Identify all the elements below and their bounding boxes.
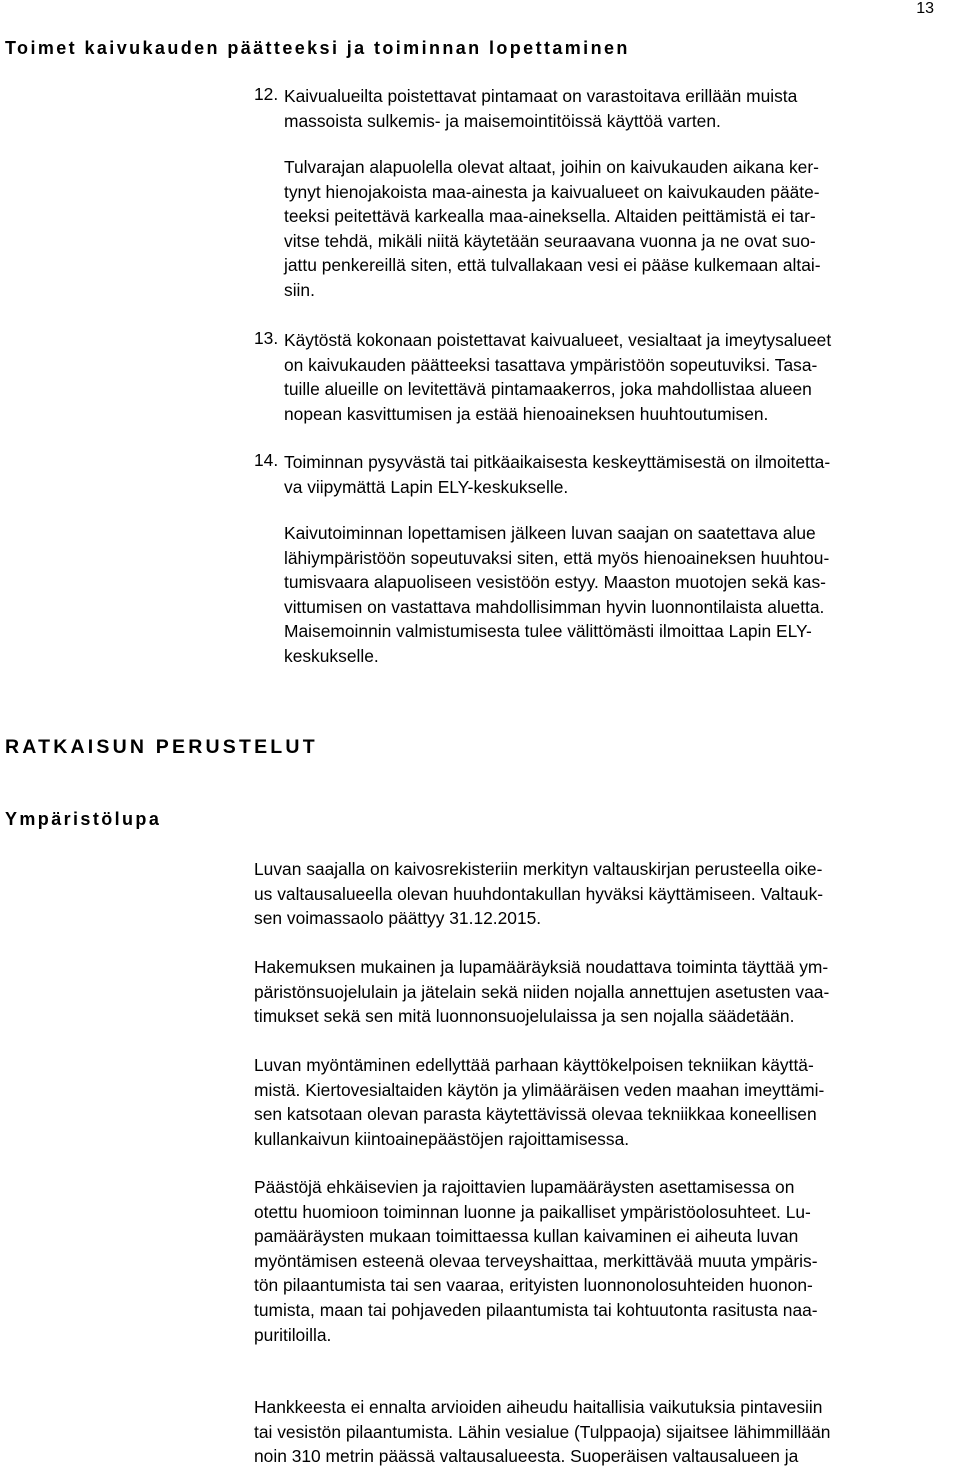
text-line: vittumisen on vastattava mahdollisimman hyvin luonnontilaista aluetta. xyxy=(284,596,825,617)
text-line: tön pilaantumista tai sen vaaraa, erityisten luonnonolosuhteiden huonon- xyxy=(254,1275,813,1296)
item-text xyxy=(284,328,957,426)
paragraph xyxy=(254,857,957,931)
text-line: jattu penkereillä siten, että tulvallakaan vesi ei pääse kulkemaan altai- xyxy=(284,255,821,276)
text-line: tynyt hienojakoista maa-ainesta ja kaivualueet on kaivukauden pääte- xyxy=(284,181,820,202)
text-line: Toiminnan pysyvästä tai pitkäaikaisesta keskeyttämisestä on ilmoitetta- xyxy=(284,452,831,472)
text-line: Kaivutoiminnan lopettamisen jälkeen luvan saajan on saatettava alue xyxy=(284,523,816,543)
text-line: päristönsuojelulain ja jätelain sekä niiden nojalla annettujen asetusten vaa- xyxy=(254,981,830,1002)
item-text xyxy=(284,450,957,499)
text-line: nopean kasvittumisen ja estää hienoaineksen huuhtoutumisen. xyxy=(284,403,769,424)
text-line: puritiloilla. xyxy=(254,1324,332,1345)
section-heading: Toimet kaivukauden päätteeksi ja toiminnan lopettaminen xyxy=(5,38,630,58)
text-line: pamääräysten mukaan toimittaessa kullan kaivaminen ei aiheuta luvan xyxy=(254,1226,799,1247)
text-line: tumisvaara alapuoliseen vesistöön estyy. Maaston muotojen sekä kas- xyxy=(284,572,826,593)
text-line: otettu huomioon toiminnan luonne ja paikalliset ympäristöolosuhteet. Lu- xyxy=(254,1201,811,1222)
item-number: 12. xyxy=(254,84,279,104)
text-line: Tulvarajan alapuolella olevat altaat, joihin on kaivukauden aikana ker- xyxy=(284,157,819,177)
text-line: tumista, maan tai pohjaveden pilaantumista tai kohtuutonta rasitusta naa- xyxy=(254,1299,818,1320)
item-number: 13. xyxy=(254,328,279,348)
text-line: tuille alueille on levitettävä pintamaakerros, joka mahdollistaa alueen xyxy=(284,379,812,400)
item-text xyxy=(284,155,957,303)
paragraph xyxy=(254,1053,957,1151)
paragraph xyxy=(254,955,957,1029)
text-line: Luvan saajalla on kaivosrekisteriin merkityn valtauskirjan perusteella oike- xyxy=(254,859,823,879)
text-line: Luvan myöntäminen edellyttää parhaan käyttökelpoisen tekniikan käyttä- xyxy=(254,1055,814,1075)
text-line: Maisemoinnin valmistumisesta tulee välittömästi ilmoittaa Lapin ELY- xyxy=(284,621,812,642)
text-line: lähiympäristöön sopeutuvaksi siten, että myös hienoaineksen huuhtou- xyxy=(284,547,830,568)
text-line: teeksi peitettävä karkealla maa-aineksella. Altaiden peittämistä ei tar- xyxy=(284,206,816,227)
text-line: Päästöjä ehkäisevien ja rajoittavien lupamääräysten asettamisessa on xyxy=(254,1177,795,1197)
text-line: noin 310 metrin päässä valtausalueesta. Suoperäisen valtausalueen ja xyxy=(254,1446,799,1467)
item-number: 14. xyxy=(254,450,279,470)
text-line: Hankkeesta ei ennalta arvioiden aiheudu haitallisia vaikutuksia pintavesiin xyxy=(254,1397,823,1417)
text-line: Kaivualueilta poistettavat pintamaat on varastoitava erillään muista xyxy=(284,86,798,106)
item-text xyxy=(284,521,957,669)
text-line: mistä. Kiertovesialtaiden käytön ja ylimääräisen veden maahan imeyttämi- xyxy=(254,1079,825,1100)
text-line: Käytöstä kokonaan poistettavat kaivualueet, vesialtaat ja imeytysalueet xyxy=(284,330,832,350)
item-text xyxy=(284,84,957,133)
text-line: Hakemuksen mukainen ja lupamääräyksiä noudattava toiminta täyttää ym- xyxy=(254,957,829,977)
sub-heading: Ympäristölupa xyxy=(5,809,162,829)
main-heading: RATKAISUN PERUSTELUT xyxy=(5,736,318,758)
text-line: tai vesistön pilaantumista. Lähin vesialue (Tulppaoja) sijaitsee lähimmillään xyxy=(254,1421,831,1442)
text-line: us valtausalueella olevan huuhdontakullan hyväksi käyttämiseen. Valtauk- xyxy=(254,883,824,904)
text-line: siin. xyxy=(284,279,315,300)
paragraph xyxy=(254,1395,957,1469)
page-number: 13 xyxy=(916,0,934,17)
text-line: vitse tehdä, mikäli niitä käytetään seuraavana vuonna ja ne ovat suo- xyxy=(284,230,816,251)
text-line: myöntämisen esteenä olevaa terveyshaittaa, merkittävää muuta ympäris- xyxy=(254,1250,818,1271)
text-line: va viipymättä Lapin ELY-keskukselle. xyxy=(284,476,569,497)
text-line: massoista sulkemis- ja maisemointitöissä käyttöä varten. xyxy=(284,110,721,131)
text-line: keskukselle. xyxy=(284,645,379,666)
text-line: kullankaivun kiintoainepäästöjen rajoittamisessa. xyxy=(254,1128,630,1149)
text-line: on kaivukauden päätteeksi tasattava ympäristöön sopeutuviksi. Tasa- xyxy=(284,354,818,375)
text-line: timukset sekä sen mitä luonnonsuojelulaissa ja sen nojalla säädetään. xyxy=(254,1006,795,1027)
text-line: sen voimassaolo päättyy 31.12.2015. xyxy=(254,908,542,929)
paragraph xyxy=(254,1175,957,1347)
text-line: sen katsotaan olevan parasta käytettävissä olevaa tekniikkaa koneellisen xyxy=(254,1104,817,1125)
